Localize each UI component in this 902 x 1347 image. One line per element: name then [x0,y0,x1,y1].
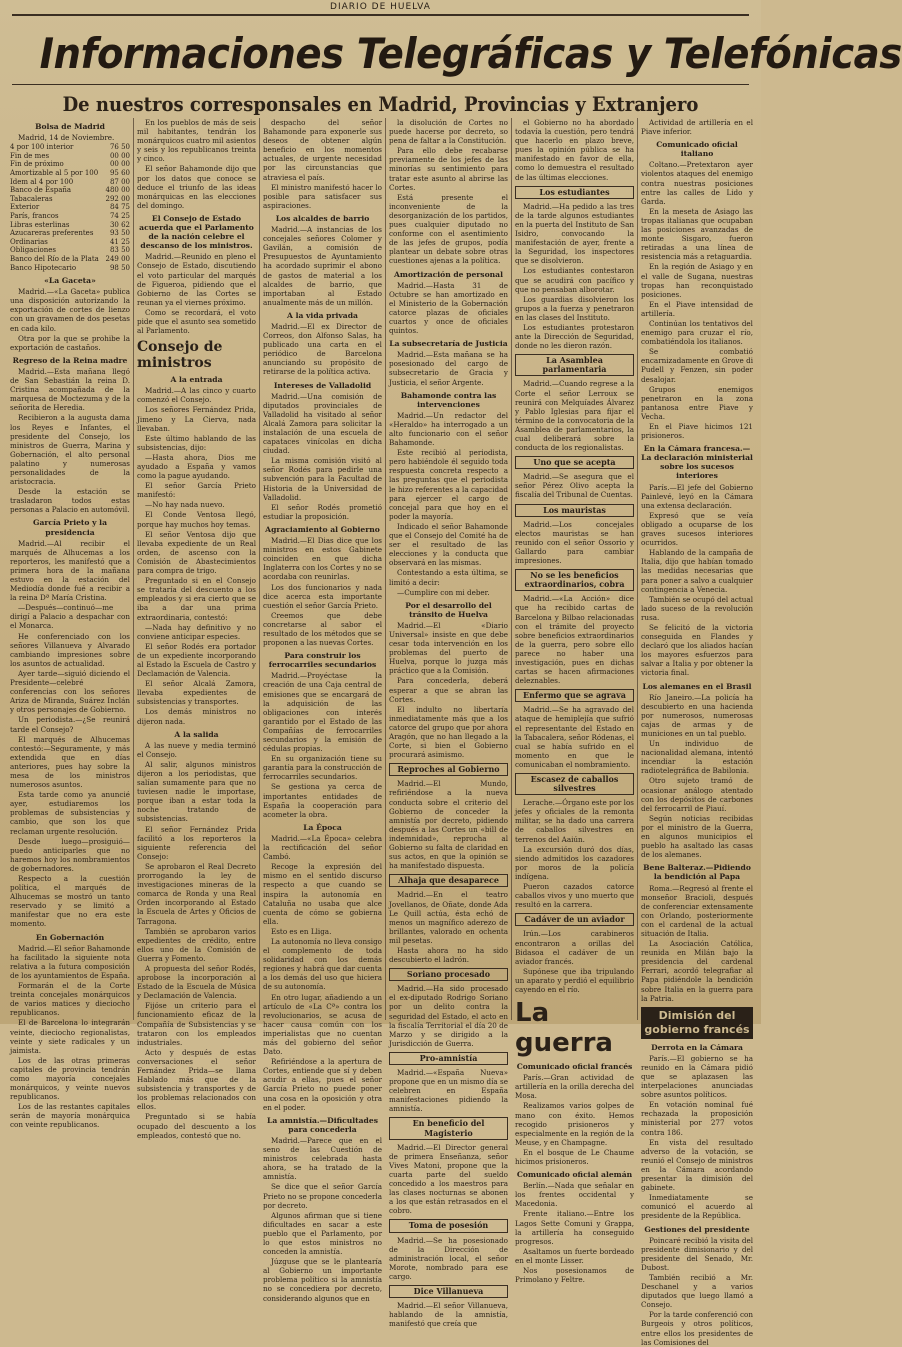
paragraph: Frente italiano.—Entre los Lagos Sette Comuni y Grappa, la artillería ha conseguido progresos. [515,1209,634,1246]
paragraph: Creemos que debe concretarse al sabor el resultado de los métodos que se proponen a las nuevas Cortes. [263,610,382,648]
paragraph: Según noticias recibidas por el ministro de la Guerra, en algunos municipios el pueblo ha asaltado las casas de los alemanes. [641,813,753,860]
paragraph: Madrid.—El Dias dice que los ministros en estos Gabinete coinciden en que dicha Inglaterra con los Cortes y no se acordaba con reunirlas. [263,536,383,582]
paragraph: Madrid.—Se ha posesionado de la Dirección de administración local, el señor Morote, nombrado para ese cargo. [389,1235,508,1281]
bolsa-value: 93 50 [109,229,130,238]
bolsa-label: Banco del Río de la Plata [10,254,99,263]
bolsa-row [10,264,130,273]
headline: Para construir los ferrocarriles secundarios [268,651,377,670]
paragraph: Madrid.—Esta mañana se ha posesionado del cargo de subsecretario de Gracia y Justicia, el señor Argente. [389,350,508,387]
paragraph: Madrid.—«La Época» celebra la rectificación del señor Cambó. [263,833,382,862]
bolsa-label: Idem al 4 por 100 [10,177,74,186]
paragraph: Poincaré recibió la visita del presidente dimisionario y del presidente del Senado, Mr. Dubost. [641,1235,753,1272]
bolsa-value: 00 00 [109,160,130,169]
headline: La subsecretaría de Justicia [389,339,508,349]
paragraph: Por la tarde conferenció con Burgeois y otros políticos, entre ellos los presidentes de las Comisiones del [641,1310,753,1347]
headline-la-guerra: La guerra [515,998,613,1059]
paragraph: El Conde Ventosa llegó, porque hay muchos hoy temas. [137,510,256,529]
headline-boxed: La Asamblea parlamentaria [515,354,634,376]
headline: Agraciamiento al Gobierno [265,524,380,534]
bolsa-label: 4 por 100 interior [10,143,74,152]
bolsa-row [10,203,130,212]
bolsa-dateline: Madrid, 14 de Noviembre. [18,133,115,143]
paragraph: El señor Rodés era portador de un expediente incorporando al Estado la Escuela de Castro y Declamación de Valencia. [137,641,256,679]
paragraph: Irún.—Los carabineros encontraron a orillas del Bidasoa el cadáver de un aviador francés. [515,929,634,966]
paragraph: Un periodista.—¿Se reunirá tarde el Consejo? [10,715,130,734]
bolsa-value: 76 50 [109,143,130,152]
headline: La Época [303,822,342,832]
paragraph: Se dice que el señor García Prieto no se propone concederla por decreto. [263,1182,382,1210]
bolsa-value: 480 00 [105,186,130,195]
bolsa-row [10,178,130,187]
bolsa-value: 95 60 [109,168,130,177]
paragraph: El indulto no libertaría inmediatamente más que a los catorce del grupo que por ahora Aragón, que no han llegado a la Corte, si bien el Gobierno procurará asimismo. [389,704,508,760]
column-divider [133,118,134,1020]
headline-boxed: Cadáver de un aviador [515,913,634,926]
headline: Los alemanes en el Brasil [642,681,752,691]
column-6 [641,118,753,1347]
paragraph: Se combatió encarnizadamente en Grove di Pudell y Fenzen, sin poder desalojar. [641,347,753,384]
bolsa-value: 292 00 [105,194,130,203]
headline: En la Cámara francesa.—La declaración ministerial sobre los sucesos interiores [641,444,753,481]
paragraph: París.—El jefe del Gobierno Painlevé, leyó en la Cámara una extensa declaración. [641,482,753,510]
headline: Gestiones del presidente [644,1224,750,1234]
paragraph: Refiriéndose a la apertura de Cortes, entiende que sí y deben acudir a ellas, pues el señor García Prieto no puede poner una cosa en la oposición y otra en el poder. [263,1057,382,1112]
headline: A la entrada [170,375,223,385]
paragraph: El señor Ventosa dijo que llevaba expediente de un Real orden, de ascenso con la Comisión de Abastecimientos para compra de trigo. [137,529,256,576]
headline: Bahamonde contra las intervenciones [400,390,497,409]
masthead-title: Informaciones Telegráficas y Telefónicas [39,29,902,78]
bolsa-label: París, francos [10,211,59,220]
headline: Regreso de la Reina madre [12,355,128,365]
paragraph: —Después—continuó—me dirigí a Palacio a despachar con el Monarca. [10,603,130,631]
headline: Comunicado oficial italiano [656,140,738,159]
paragraph: Realizamos varios golpes de mano con éxito. Hemos recogido prisioneros y especialmente en la región de la Meuse, y en Champagne. [515,1101,634,1147]
headline: A la salida [174,729,219,739]
headline-boxed: No se les beneficios extraordinarios, cobra [515,569,634,591]
headline: Amortización de personal [394,269,503,279]
headline: Bene Balteraz.—Pidiendo la bendición al Papa [643,863,751,882]
paragraph: El señor Fernández Prida facilitó a los reporteros la siguiente referencia del Consejo: [137,824,256,861]
paragraph: Río Janeiro.—La policía ha descubierto en una hacienda por numerosos, numerosas cajas de armas y de municiones en un tal pueblo. [641,692,753,738]
bolsa-row [10,143,130,152]
paragraph: Para concederla, deberá esperar a que se abran las Cortes. [389,676,508,704]
paragraph: Ayer tarde—siguió diciendo el Presidente—celebré conferencias con los señores Ariza de Miranda, Suárez Inclán y otros personajes de Gobierno. [10,668,130,715]
paragraph: Madrid.—Se ha agravado del ataque de hemiplejía que sufrió el representante del Estado en la Tabacalera, señor Ródenas, el cual se había sufrido en el momento en que le comunicaban el nombramiento. [515,705,634,769]
paragraph: En votación nominal fué rechazada la proposición ministerial por 277 votos contra 186. [641,1100,753,1137]
bolsa-row [10,160,130,169]
headline-boxed: Los mauristas [515,504,634,517]
paragraph: La misma comisión visitó al señor Rodés para pedirle una subvención para la Facultad de Historia de la Universidad de Valladolid. [263,456,382,502]
bolsa-value: 00 00 [109,151,130,160]
bolsa-value: 41 25 [109,237,130,246]
headline: Los alcaldes de barrio [275,213,370,223]
headline-boxed: Uno que se acepta [515,456,634,469]
paragraph: Los estudiantes contestaron que se acudirá con pacífico y que no pensaban alborotar. [515,266,634,294]
headline: La amnistía.—Dificultades para concederla [267,1115,378,1134]
bolsa-value: 98 50 [109,263,130,272]
paragraph: Este último hablando de las subsistencias, dijo: [137,433,256,452]
masthead-rule [12,84,749,85]
bolsa-table [10,143,130,272]
paragraph: Al salir, algunos ministros dijeron a los periodistas, que salían sumamente para que no tuviesen nadie le importase, porque iban a estar toda la noche tratando de subsistencias. [137,759,256,824]
headline-boxed: Alhaja que desaparece [389,874,508,887]
paragraph: la disolución de Cortes no puede hacerse por decreto, so pena de faltar a la Constitución. [389,118,508,146]
paragraph: el Gobierno no ha abordado todavía la cuestión, pero tendrá que hacerlo en plazo breve, pues la opinión pública se ha manifestado en favor de ella, como lo demuestra el resultado de las últimas elecciones. [515,118,634,182]
paragraph: Respecto a la cuestión política, el marqués de Alhucemas se mostró un tanto reservado y se limitó a manifestar que no era este momento. [10,874,130,929]
paragraph: Madrid.—Hasta 31 de Octubre se han amortizado en el Ministerio de la Gobernación catorce plazas de oficiales cuartos y once de oficiales quintos. [389,280,508,336]
paragraph: Los de las otras primeras capitales de provincia tendrán como mayoría concejales monárquicos, y veinte nuevos republicanos. [10,1055,130,1102]
paragraph: Recoge la expresión del mismo en el sentido discurso respecto a que cuando se inspira la autonomía en Cataluña no usaba que alce cuenta de cómo se gobierna ella. [263,862,382,926]
bolsa-label: Fin de mes [10,151,50,160]
headline-boxed: Escasez de caballos silvestres [515,773,634,795]
paragraph: —No hay nada nuevo. [145,500,225,510]
bolsa-value: 249 00 [105,254,130,263]
paragraph: Se aprobaron el Real Decreto prorrogando la ley de investigaciones mineras de la comarca de Ronda y una Real Orden incorporando al Estado la Escuela de Artes y Oficios de Tarragona. [137,861,256,926]
paragraph: —Nada hay definitivo y no conviene anticipar especies. [137,622,256,641]
paragraph: Pueron cazados catorce caballos vivos y uno muerto que resultó en la carrera. [515,882,634,910]
paragraph: Madrid.—«La Acción» dice que ha recibido cartas de Barcelona y Bilbao relacionadas con el trámite del proyecto sobre beneficios extraordinarios de la guerra, pero sobre ello parece no haber una investigación, pues en dichas cartas se hacen afirmaciones deleznables. [515,594,634,686]
paragraph: Un individuo de nacionalidad alemana, intentó incendiar la estación radiotelegráfica de Babilonia. [641,739,753,776]
paragraph: —Cumplire con mi deber. [397,587,490,597]
subhead: De nuestros corresponsales en Madrid, Provincias y Extranjero [62,92,699,116]
paragraph: Fijóse un criterio para el funcionamiento eficaz de la Compañía de Subsistencias y se trataron con los empleados industriales. [137,1001,256,1047]
bolsa-row [10,221,130,230]
paragraph: En la meseta de Asiago las tropas italianas que ocupaban las posiciones avanzadas de monte Sisgaro, fueron retiradas a una línea de resistencia más a retaguardia. [641,206,753,262]
paragraph: Los demás ministros no dijeron nada. [137,707,256,726]
paragraph: Hablando de la campaña de Italia, dijo que habían tomado las medidas necesarias que para poner a salvo a cualquier contingencia a Venecia. [641,548,753,594]
paragraph: Madrid.—Reunido en pleno el Consejo de Estado, discutiendo el voto particular del marqués de Figueroa, pidiendo que el Gobierno de las Cortes se reunan ya el viernes próximo. [137,252,256,307]
paragraph: Madrid.—El ex Director de Correos, don Alfonso Salas, ha publicado una carta en el periódico de Barcelona anunciando su propósito de retirarse de la política activa. [263,321,382,377]
bolsa-row [10,255,130,264]
bolsa-label: Ordinarias [10,237,48,246]
paragraph: En la región de Asiago y en el valle de Sugana, nuestras tropas han reconquistado posiciones. [641,262,753,299]
paragraph: En el bosque de Le Chaume hicimos prisioneros. [515,1147,634,1166]
headline: Intereses de Valladolid [273,380,372,390]
paragraph: Algunos afirman que si tiene dificultades en sacar a este pueblo que el Parlamento, por lo que estos ministros no conceden la amnistía. [263,1210,382,1257]
paragraph: En el Piave intensidad de artillería. [641,299,753,318]
column-3 [263,118,383,1303]
bolsa-value: 30 62 [109,220,130,229]
paragraph: Desde luego—prosiguió—puedo anticiparles que no haremos hoy los nombramientos de gobernadores. [10,836,130,873]
paragraph: despacho del señor Bahamonde para exponerle sus deseos de obtener algún beneficio en los momentos actuales, de urgente necesidad por las circunstancias que atraviesa el país. [263,118,382,182]
bolsa-value: 87 00 [109,177,130,186]
paragraph: Actividad de artillería en el Piave inferior. [641,118,753,137]
paragraph: Madrid.—A instancias de los concejales señores Colomer y Gavilán, a comisión de Presupuestos de Ayuntamiento ha acordado suprimir el abono de gastos de material a los alcaldes de barrio, que importaban al Estado anualmente más de un millón. [263,225,382,307]
paragraph: Los estudiantes protestaron ante la Dirección de Seguridad, donde no les dieron razón. [515,322,634,351]
paragraph: Berlín.—Nada que señalar en los frentes occidental y Macedonia. [515,1181,634,1209]
paragraph: Lerache.—Órgano este por los jefes y oficiales de la remonta militar, se ha dado una carrera de caballos silvestres en terrenos del Aaiún. [515,798,634,844]
paragraph: Madrid.—En el teatro Jovellanos, de Oñate, donde Ada Le Quill actúa, ésta echó de menos un magnífico aderezo de brillantes, valorado en ochenta mil pesetas. [389,890,508,945]
paragraph: Recibieron a la augusta dama los Reyes e Infantes, el presidente del Consejo, los ministros de Guerra, Marina y Gobernación, el alto personal palatino y numerosas personalidades de la aristocracia. [10,413,130,487]
headline-dimision: Dimisión del gobierno francés [641,1007,753,1039]
headline-boxed: Pro-amnistía [389,1052,508,1065]
bolsa-label: Tabacaleras [10,194,53,203]
paragraph: A propuesta del señor Rodés, aprobose la incorporación al Estado de la Escuela de Música y Declamación de Valencia. [137,963,256,1001]
paragraph: También se ocupó del actual lado suceso de la revolución rusa. [641,594,753,622]
paragraph: Madrid.—Ha sido procesado el ex-diputado Rodrigo Soriano por un delito contra la seguridad del Estado, el acto en la fiscalía Territorial el día 20 de Marzo y se dirigido a la Jurisdicción de Guerra. [389,984,508,1048]
paragraph: Contestando a esta última, se limitó a decir: [389,568,508,587]
paragraph: El señor Alcalá Zamora, llevaba expedientes de subsistencias y transportes. [137,679,256,707]
paragraph: El ministro manifestó hacer lo posible para satisfacer sus aspiraciones. [263,182,382,210]
paragraph: Como se recordará, el voto pide que el asunto sea sometido al Parlamento. [137,307,256,336]
headline-boxed: Toma de posesión [389,1219,508,1232]
paragraph: Madrid.—Parece que en el seno de las Cuestión de ministros celebrada hasta ahora, se ha tratado de la amnistía. [263,1135,382,1182]
headline: Derrota en la Cámara [651,1042,743,1052]
paragraph: Los guardias disolvieron los grupos a la fuerza y penetraron en las clases del Instituto. [515,294,634,322]
bolsa-value: 83 50 [109,246,130,255]
running-head: DIARIO DE HUELVA [330,2,431,12]
paragraph: Formarán el de la Corte treinta concejales monárquicos de varios matices y dieciocho republicanos. [10,981,130,1018]
paragraph: El señor Bahamonde dijo que por los datos que conoce se deduce el triunfo de las ideas monárquicas en las elecciones del domingo. [137,164,256,210]
bolsa-title: Bolsa de Madrid [35,122,105,131]
paragraph: En otro lugar, añadiendo a un artículo de «La Cª» contra los revolucionarios, se acusa de hacer causa común con los imperialistas que no cuentan más del gobierno del señor Dato. [263,992,382,1057]
bolsa-label: Fin de próximo [10,160,64,169]
paragraph: También recibió a Mr. Deschanel y a varios diputados que luego llamó a Consejo. [641,1272,753,1310]
column-5 [515,118,634,1285]
paragraph: Otra por la que se prohibe la exportación de castaños. [10,333,130,352]
paragraph: París.—El gobierno se ha reunido en la Cámara pidió que se aplazasen las interpelaciones anunciadas sobre asuntos políticos. [641,1053,753,1100]
headline: El Consejo de Estado acuerda que el Parlamento de la nación celebre el descanso de los ministros. [139,213,254,251]
paragraph: La excursión duró dos días, siendo admitidos los cazadores por moros de la policía indígena. [515,844,634,881]
headline-boxed: Dice Villanueva [389,1285,508,1298]
paragraph: Hasta ahora no ha sido descubierto el ladrón. [389,945,508,965]
paragraph: Madrid.—El Mundo, refiriéndose a la nueva conducta sobre el criterio del Gobierno de conceder la amnistía por decreto, pidiendo después a las Cortes un «bill de indemnidad», reprocha al Gobierno su falta de claridad en sus actos, en que la opinión se ha manifestado dispuesta. [389,779,508,871]
column-divider [511,118,512,1020]
paragraph: El señor García Prieto manifestó: [137,481,256,500]
headline: Comunicado oficial alemán [516,1170,633,1180]
column-divider [259,118,260,1020]
column-2 [137,118,256,1140]
headline-boxed: Los estudiantes [515,186,634,199]
bolsa-row [10,186,130,195]
paragraph: Madrid.—A las cinco y cuarto comenzó el Consejo. [137,386,256,405]
headline: A la vida privada [287,310,358,320]
paragraph: Se gestiona ya cerca de importantes entidades de España la cooperación para acometer la obra. [263,782,382,819]
paragraph: En el Piave hicimos 121 prisioneros. [641,422,753,441]
headline-consejo: Consejo de ministros [137,339,223,372]
column-divider [385,118,386,1020]
bolsa-label: Libras esterlinas [10,220,70,229]
paragraph: Acto y después de estas conversaciones el señor Fernández Prida—se llama Hablado más que de la subsistencia y transportes y de los problemas relacionados con ellos. [137,1047,256,1112]
paragraph: Supónese que iba tripulando un aparato y perdió el equilibrio cayendo en el río. [515,966,634,994]
bolsa-row [10,169,130,178]
headline-boxed: Reproches al Gobierno [389,763,508,776]
paragraph: A las nueve y media terminó el Consejo. [137,740,256,759]
paragraph: París.—Gran actividad de artillería en la orilla derecha del Mosa. [515,1073,634,1101]
paragraph: El marqués de Alhucemas contestó:—Seguramente, y más extendida que en días anteriores, pues hay sobre la mesa de los ministros numerosos asuntos. [10,734,130,790]
paragraph: Nos posesionamos de Primolano y Feltre. [515,1266,634,1285]
headline: Comunicado oficial francés [516,1062,633,1072]
headline-boxed: Enfermo que se agrava [515,689,634,702]
paragraph: También se aprobaron varios expedientes de crédito, entre ellos uno de la Comisión de Guerra y Fomento. [137,926,256,963]
paragraph: Madrid.—Esta mañana llegó de San Sebastián la reina D. Cristina acompañada de la marquesa de Moctezuma y de la señorita de Heredia. [10,366,130,413]
paragraph: Continúan los tentativos del enemigo para cruzar el río, combatiéndola los italianos. [641,318,753,347]
column-divider [637,118,638,1020]
paragraph: Grupos enemigos penetraron en la zona pantanosa entre Piave y Vecha. [641,384,753,421]
paragraph: Madrid.—El Director general de primera Enseñanza, señor Vives Matoni, propone que la cuarta parte del sueldo concedido a los maestros para las clases nocturnas se abonen a los que están retrasados en el cobro. [389,1142,508,1216]
bolsa-row [10,246,130,255]
paragraph: Otro sujeto tramó de ocasionar análogo atentado con los depósitos de carbones del ferrocarril de Piauí. [641,776,753,813]
paragraph: Madrid.—Se asegura que el señor Pérez Olivo acepta la fiscalía del Tribunal de Cuentas. [515,472,634,500]
column-4 [389,118,508,1329]
paragraph: He conferenciado con los señores Villanueva y Alvarado cambiando impresiones sobre los asuntos de actualidad. [10,631,130,668]
paragraph: Madrid.—«La Gaceta» publica una disposición autorizando la exportación de cortes de lienzo con un gravamen de dos pesetas en cada kilo. [10,287,130,333]
paragraph: Preguntado si en el Consejo se trataría del descuento a los empleados y si era cierto que se iba a dar una prima extraordinaria, contestó: [137,576,256,622]
bolsa-label: Amortizable al 5 por 100 [10,168,99,177]
paragraph: Los dos funcionarios y nada dice acerca esta importante cuestión el señor García Prieto. [263,582,382,610]
paragraph: Madrid.—Los concejales electos mauristas se han reunido con el señor Ossorio y Gallardo para cambiar impresiones. [515,519,634,566]
bolsa-value: 84 75 [109,203,130,212]
bolsa-label: Obligaciones [10,246,56,255]
bolsa-row [10,212,130,221]
paragraph: Desde la estación se trasladaron todos estas personas a Palacio en automóvil. [10,487,130,515]
bolsa-label: Banco Hipotecario [10,263,77,272]
top-rule [12,14,749,16]
paragraph: Madrid.—Ha pedido a las tres de la tarde algunos estudiantes en la puerta del Instituto de San Isidro, convocando la manifestación de ayer, frente a la Seguridad, los inspectores que se disolvieron. [515,201,634,266]
paragraph: Expresó que se veía obligado a ocuparse de los graves sucesos interiores ocurridos. [641,510,753,548]
paragraph: En vista del resultado adverso de la votación, se reunió el Consejo de ministros en la Cámara acordando presentar la dimisión del gabinete. [641,1137,753,1193]
paragraph: Se felicitó de la victoria conseguida en Flandes y declaró que los aliados hacían los mayores esfuerzos para salvar a Italia y por obtener la victoria final. [641,622,753,678]
paragraph: Madrid.—«España Nueva» propone que en un mismo día se celebren en España manifestaciones pidiendo la amnistía. [389,1068,508,1114]
paragraph: Asaltamos un fuerte bordeado en el monte Lisser. [515,1246,634,1265]
paragraph: Los de las restantes capitales serán de mayoría monárquica con veinte republicanos. [10,1102,130,1130]
paragraph: Preguntado si se había ocupado del descuento a los empleados, contestó que no. [137,1112,256,1140]
bolsa-row [10,238,130,247]
paragraph: —Hasta ahora, Dios me ayudado a España y vamos como la pague ayudando. [137,452,256,481]
paragraph: Madrid.—Una comisión de diputados provinciales de Valladolid ha visitado al señor Alcalá Zamora para solicitar la instalación de una escuela de capataces vinícolas en dicha ciudad. [263,391,382,456]
bolsa-row [10,195,130,204]
paragraph: Madrid.—El señor Villanueva, hablando de la amnistía, manifestó que creía que [389,1301,508,1329]
paragraph: Madrid.—Proyéctase la creación de una Caja central de emisiones que se encargará de la adquisición de las obligaciones con interés garantido por el Estado de las Compañías de ferrocarriles secundarios y la emisión de cédulas propias. [263,671,382,754]
bolsa-label: Azucareras preferentes [10,229,94,238]
paragraph: La autonomía no lleva consigo el complemento de toda solidaridad con los demás regiones y habrá que dar cuenta a los demás del uso que hiciera de su autonomía. [263,936,382,992]
paragraph: Júzguse que se le plantearía al Gobierno un importante problema político si la amnistía no se concediera por decreto, considerando algunos que en [263,1257,382,1303]
headline: Por el desarrollo del tránsito de Huelva [405,600,492,619]
column-1 [10,118,130,1130]
paragraph: Madrid.—Al recibir el marqués de Alhucemas a los reporteros, les manifestó que a primera hora de la mañana estuvo en la estación del Mediodía donde fué a recibir a la reina Dª María Cristina. [10,538,130,603]
bolsa-label: Banco de España [10,186,72,195]
headline-boxed: Soriano procesado [389,968,508,981]
paragraph: Para ello debe recabarse previamente de los jefes de las minorías su sentimiento para tratar este asunto al abrirse las Cortes. [389,146,508,192]
paragraph: Roma.—Regresó al frente el monseñor Bracioli, después de conferenciar extensamente con Orlando, posteriormente con el cardenal de la actual situación de Italia. [641,883,753,938]
paragraph: Madrid.—Cuando regrese a la Corte el señor Lerroux se reunirá con Melquíades Álvarez y Pablo Iglesias para fijar el término de la convocatoria de la Asamblea de parlamentarios, la cual deliberará sobre la conducta de los regionalistas. [515,379,634,453]
paragraph: Esto es en Lliga. [271,926,332,936]
paragraph: En los pueblos de más de seis mil habitantes, tendrán los monárquicos cuatro mil asientos y seis y los republicanos treinta y cinco. [137,118,256,164]
paragraph: Los señores Fernández Prida, Jimeno y La Cierva, nada llevaban. [137,405,256,433]
headline: García Prieto y la presidencia [33,518,107,537]
paragraph: En su organización tiene su garantía para la construcción de ferrocarriles secundarios. [263,754,382,782]
bolsa-row [10,229,130,238]
paragraph: El de Barcelona lo integrarán veinte, dieciocho regionalistas, veinte y siete radicales y un jaimista. [10,1018,130,1055]
paragraph: Está presente el inconveniente de la desorganización de los partidos, pues cualquier diputado no conforme con el asentimiento de las jefes de grupos, podía plantear un debate sobre otras cuestiones ajenas a la política. [389,192,508,266]
bolsa-row [10,152,130,161]
paragraph: Coltano.—Pretextaron ayer violentos ataques del enemigo contra nuestras posiciones entre las calles de Lido y Garda. [641,160,753,206]
paragraph: Este recibió al periodista, pero habiéndole él seguido toda respuesta concreta respecto a las preguntas que el periodista le hizo referentes a la capacidad para ejercer el cargo de concejal para que hoy en el poder la mayoría. [389,448,508,521]
headline: En Gobernación [35,932,105,942]
paragraph: Madrid.—El señor Bahamonde ha facilitado la siguiente nota relativa a la futura composición de los ayuntamientos de España. [10,943,130,980]
paragraph: Madrid.—El «Diario Universal» insiste en que debe cesar toda intervención en los problemas del puerto de Huelva, porque lo juzga más práctico que a la Comisión. [389,620,508,676]
paragraph: Esta tarde como ya anuncié ayer, estudiaremos los problemas de subsistencias y cambio, que son los que reclaman urgente resolución. [10,790,130,836]
paragraph: El señor Rodés prometió estudiar la proposición. [263,502,382,521]
paragraph: Indicado el señor Bahamonde que el Consejo del Comité ha de ser el resultado de las elecciones y la conducta que observará en las mismas. [389,521,508,568]
paragraph: La Asociación Católica, reunida en Milán bajo la presidencia del cardenal Ferrari, acordó telegrafiar al Papa pidiéndole la bendición sobre Italia en la guerra para la Patria. [641,939,753,1003]
bolsa-label: Exterior [10,203,40,212]
paragraph: Inmediatamente se comunicó el acuerdo al presidente de la República. [641,1193,753,1221]
headline: «La Gaceta» [44,276,96,286]
bolsa-value: 74 25 [109,211,130,220]
headline-boxed: En beneficio del Magisterio [389,1117,508,1139]
paragraph: Madrid.—Un redactor del «Heraldo» ha interrogado a un alto funcionario con el señor Bahamonde. [389,410,508,448]
